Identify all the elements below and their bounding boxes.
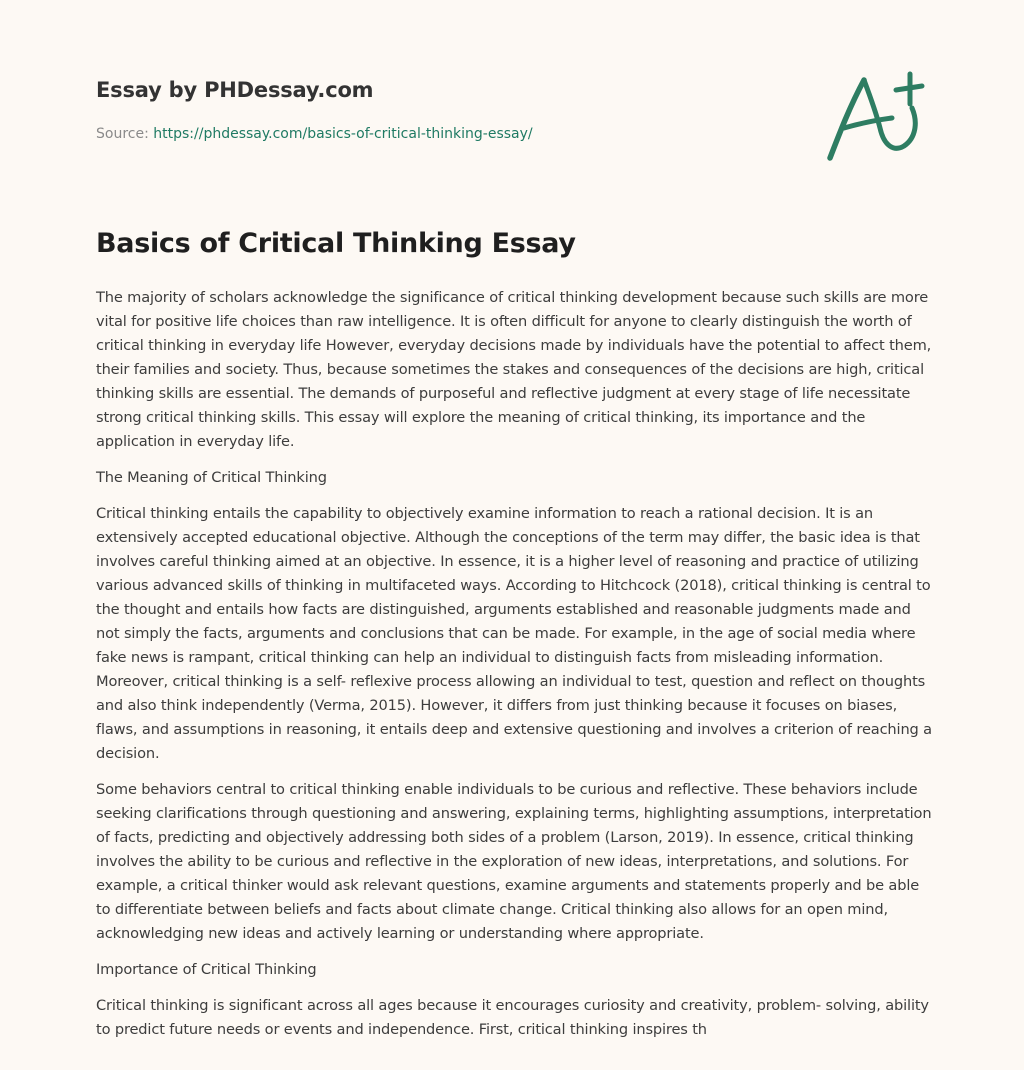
source-label: Source:	[96, 126, 149, 142]
a-plus-grade-icon	[820, 66, 930, 166]
site-title: Essay by PHDessay.com	[96, 78, 374, 102]
section-heading-importance: Importance of Critical Thinking	[96, 961, 317, 978]
behaviors-paragraph: Some behaviors central to critical thinking enable individuals to be curious and reflective. These behaviors include seeking clarifications through questioning and answering, explaining terms, highlighting assumptions, interpretation of facts, predicting and objectively addressing both sides of a problem (Larson, 2019). In essence, critical thinking involves the ability to be curious and reflective in the exploration of new ideas, interpretations, and solutions. For example, a critical thinker would ask relevant questions, examine arguments and statements properly and be able to differentiate between beliefs and facts about climate change. Critical thinking also allows for an open mind, acknowledging new ideas and actively learning or understanding where appropriate.	[96, 781, 932, 942]
source-line	[96, 124, 936, 144]
essay-title: Basics of Critical Thinking Essay	[96, 228, 576, 259]
source-link[interactable]: https://phdessay.com/basics-of-critical-thinking-essay/	[153, 126, 533, 142]
section-heading-meaning: The Meaning of Critical Thinking	[96, 469, 327, 486]
meaning-paragraph: Critical thinking entails the capability to objectively examine information to reach a rational decision. It is an extensively accepted educational objective. Although the conceptions of the term may differ, the basic idea is that involves careful thinking aimed at an objective. In essence, it is a higher level of reasoning and practice of utilizing various advanced skills of thinking in multifaceted ways. According to Hitchcock (2018), critical thinking is central to the thought and entails how facts are distinguished, arguments established and reasonable judgments made and not simply the facts, arguments and conclusions that can be made. For example, in the age of social media where fake news is rampant, critical thinking can help an individual to distinguish facts from misleading information. Moreover, critical thinking is a self- reflexive process allowing an individual to test, question and reflect on thoughts and also think independently (Verma, 2015). However, it differs from just thinking because it focuses on biases, flaws, and assumptions in reasoning, it entails deep and extensive questioning and involves a criterion of reaching a decision.	[96, 505, 932, 762]
intro-paragraph: The majority of scholars acknowledge the significance of critical thinking development because such skills are more vital for positive life choices than raw intelligence. It is often difficult for anyone to clearly distinguish the worth of critical thinking in everyday life However, everyday decisions made by individuals have the potential to affect them, their families and society. Thus, because sometimes the stakes and consequences of the decisions are high, critical thinking skills are essential. The demands of purposeful and reflective judgment at every stage of life necessitate strong critical thinking skills. This essay will explore the meaning of critical thinking, its importance and the application in everyday life.	[96, 289, 932, 450]
importance-paragraph: Critical thinking is significant across all ages because it encourages curiosity and creativity, problem- solving, ability to predict future needs or events and independence. First, critical thinking inspires th	[96, 997, 929, 1038]
page-header	[96, 76, 936, 144]
essay-content	[96, 224, 932, 1054]
